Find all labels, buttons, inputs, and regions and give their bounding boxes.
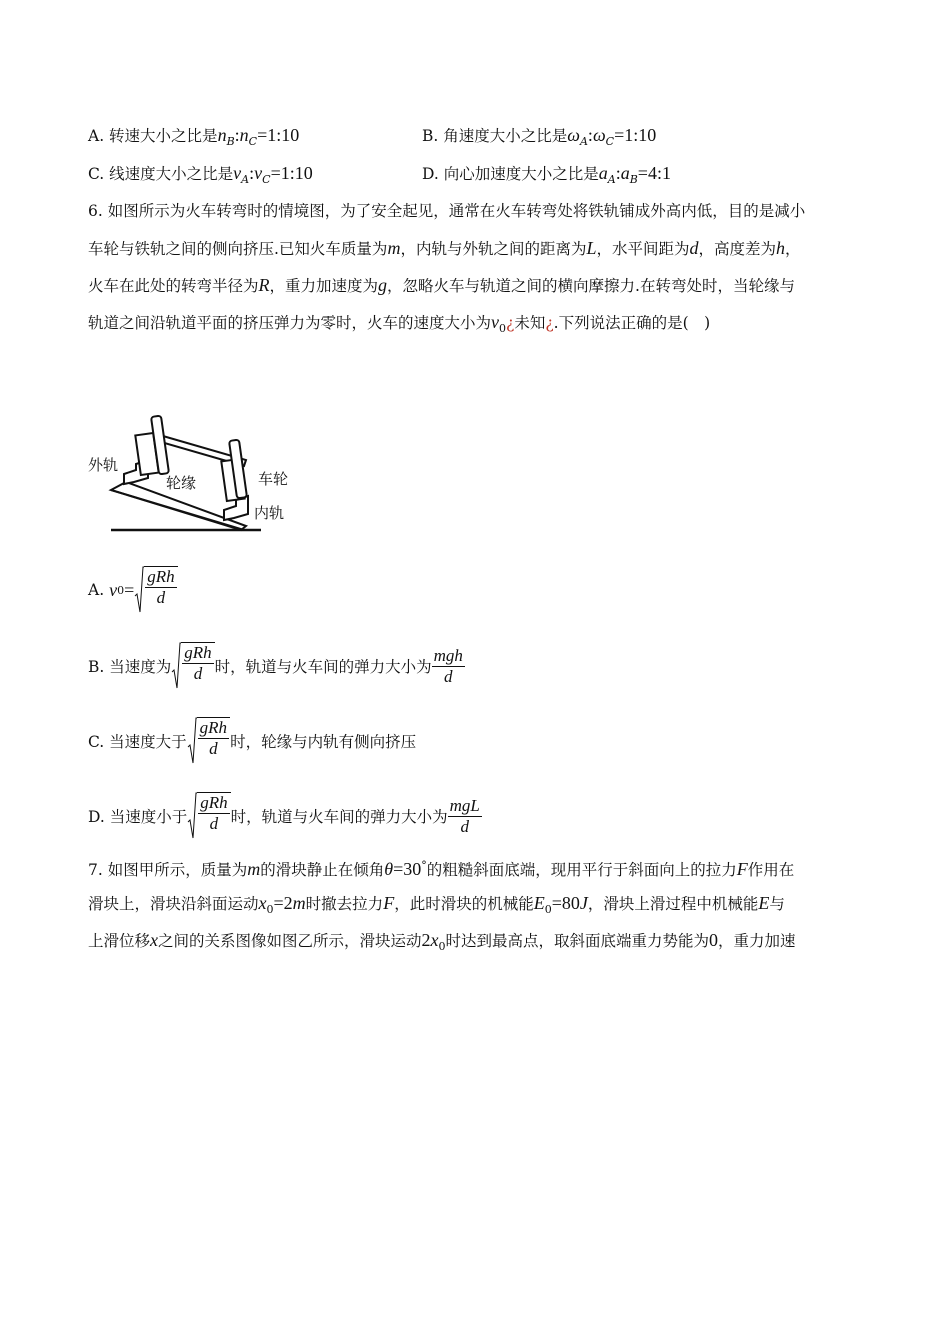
math-var: v bbox=[254, 163, 263, 183]
math-sub: 0 bbox=[544, 903, 552, 916]
text: 滑块上，滑块沿斜面运动 bbox=[88, 895, 259, 913]
math-var: F bbox=[383, 893, 395, 913]
label-flange: 轮缘 bbox=[166, 475, 197, 492]
math-var: x bbox=[150, 930, 159, 950]
denominator: d bbox=[193, 664, 203, 683]
math-unit: J bbox=[579, 893, 588, 913]
math-var: m bbox=[247, 859, 261, 879]
denominator: d bbox=[209, 739, 218, 758]
q7-line-3 bbox=[88, 929, 796, 958]
text: 轨道之间沿轨道平面的挤压弹力为零时，火车的速度大小为 bbox=[88, 314, 492, 332]
q5-option-a bbox=[88, 124, 299, 148]
math-sub: C bbox=[605, 135, 615, 148]
math-ratio: =1:10 bbox=[270, 163, 313, 183]
text: 时撤去拉力 bbox=[305, 895, 384, 913]
text: 车轮与铁轨之间的侧向挤压.已知火车质量为 bbox=[88, 240, 388, 258]
option-text: 时，轨道与火车间的弹力大小为 bbox=[230, 808, 448, 826]
math-sub: 0 bbox=[266, 903, 274, 916]
q6-line-4 bbox=[88, 311, 710, 340]
text: 未知 bbox=[514, 314, 546, 332]
q5-option-d bbox=[422, 162, 671, 186]
denominator: d bbox=[444, 666, 453, 686]
fraction bbox=[198, 793, 229, 834]
math-var: v bbox=[109, 579, 118, 600]
text: 的滑块静止在倾角 bbox=[260, 861, 385, 879]
text: ，重力加速 bbox=[718, 932, 796, 950]
option-label: A. bbox=[88, 581, 105, 599]
q6-option-a bbox=[88, 566, 178, 614]
math-sub: A bbox=[241, 173, 250, 186]
q6-line-2 bbox=[88, 237, 801, 260]
math-var: ω bbox=[567, 125, 580, 145]
option-b-text: B. 角速度大小之比是 bbox=[422, 127, 568, 145]
math-var: R bbox=[258, 275, 270, 295]
text: .下列说法正确的是( ) bbox=[553, 314, 711, 332]
math-unit: m bbox=[292, 893, 306, 913]
math-var: L bbox=[586, 238, 597, 258]
text: 7. 如图甲所示，质量为 bbox=[88, 861, 248, 879]
math-var: n bbox=[217, 125, 227, 145]
option-text: B. 当速度为 bbox=[88, 658, 172, 676]
math-sub: B bbox=[629, 173, 638, 186]
q7-line-2 bbox=[88, 892, 785, 921]
math-value: =30 bbox=[393, 859, 422, 879]
fraction bbox=[432, 646, 465, 687]
q6-option-c bbox=[88, 717, 416, 765]
numerator: gRh bbox=[200, 793, 228, 812]
text: ，滑块上滑过程中机械能 bbox=[587, 895, 759, 913]
text: 上滑位移 bbox=[88, 932, 151, 950]
text: 的粗糙斜面底端，现用平行于斜面向上的拉力 bbox=[426, 861, 737, 879]
label-outer-rail: 外轨 bbox=[88, 457, 119, 474]
math-value: 2 bbox=[421, 930, 431, 950]
math-colon: : bbox=[615, 163, 621, 183]
option-text: D. 当速度小于 bbox=[88, 808, 188, 826]
math-var: a bbox=[620, 163, 630, 183]
q6-line-3 bbox=[88, 274, 795, 297]
fraction bbox=[182, 643, 213, 684]
math-var: n bbox=[239, 125, 249, 145]
math-var: a bbox=[598, 163, 608, 183]
denominator: d bbox=[460, 816, 469, 836]
math-colon: : bbox=[249, 163, 255, 183]
math-eq: = bbox=[124, 579, 135, 600]
text: 6. 如图所示为火车转弯时的情境图，为了安全起见，通常在火车转弯处将铁轨铺成外高内低，目的是减小 bbox=[88, 202, 806, 220]
text: 与 bbox=[769, 895, 785, 913]
option-text: 时，轮缘与内轨有侧向挤压 bbox=[230, 733, 417, 751]
option-a-text: A. 转速大小之比是 bbox=[88, 127, 218, 145]
fraction bbox=[198, 718, 229, 759]
math-sub: A bbox=[579, 135, 588, 148]
text: 时达到最高点，取斜面底端重力势能为 bbox=[445, 932, 710, 950]
sqrt-expression bbox=[171, 642, 214, 690]
math-var: E bbox=[533, 893, 545, 913]
math-var: x bbox=[258, 893, 267, 913]
math-var: h bbox=[776, 238, 785, 258]
text: ，忽略火车与轨道之间的横向摩擦力.在转弯处时，当轮缘与 bbox=[387, 277, 795, 295]
math-sub: C bbox=[262, 173, 271, 186]
denominator: d bbox=[209, 814, 219, 833]
math-sub: 0 bbox=[438, 940, 446, 953]
text: 火车在此处的转弯半径为 bbox=[88, 277, 259, 295]
numerator: gRh bbox=[199, 718, 228, 737]
q6-line-1 bbox=[88, 200, 805, 222]
text: ， bbox=[785, 240, 801, 258]
text: ，此时滑块的机械能 bbox=[394, 895, 534, 913]
label-inner-rail: 内轨 bbox=[254, 505, 285, 522]
label-wheel: 车轮 bbox=[258, 471, 289, 488]
math-var: x bbox=[430, 930, 439, 950]
degree-symbol: ° bbox=[421, 859, 427, 872]
numerator: gRh bbox=[147, 567, 175, 586]
math-ratio: =1:10 bbox=[614, 125, 657, 145]
math-sub: B bbox=[226, 135, 235, 148]
math-sub: 0 bbox=[117, 583, 125, 597]
text: ，重力加速度为 bbox=[269, 277, 379, 295]
glitch-char: ¿ bbox=[506, 314, 515, 332]
q6-option-d bbox=[88, 792, 482, 840]
math-value: =80 bbox=[551, 893, 580, 913]
fraction bbox=[448, 796, 482, 837]
math-sub: C bbox=[248, 135, 258, 148]
train-track-figure bbox=[86, 408, 301, 536]
math-var: E bbox=[758, 893, 770, 913]
math-var: θ bbox=[384, 859, 394, 879]
text: 作用在 bbox=[747, 861, 795, 879]
q7-line-1 bbox=[88, 855, 794, 881]
sqrt-expression bbox=[187, 717, 230, 765]
denominator: d bbox=[156, 588, 166, 607]
numerator: mgL bbox=[449, 795, 480, 815]
q5-option-c bbox=[88, 162, 313, 186]
sqrt-expression bbox=[134, 566, 177, 614]
glitch-char: ¿ bbox=[545, 314, 554, 332]
math-sub: A bbox=[607, 173, 616, 186]
option-text: 时，轨道与火车间的弹力大小为 bbox=[214, 658, 432, 676]
q5-option-b bbox=[422, 124, 656, 148]
math-value: 0 bbox=[709, 930, 719, 950]
option-d-text: D. 向心加速度大小之比是 bbox=[422, 165, 599, 183]
math-value: =2 bbox=[273, 893, 293, 913]
q6-option-b bbox=[88, 642, 465, 690]
text: ，内轨与外轨之间的距离为 bbox=[400, 240, 587, 258]
text: ，水平间距为 bbox=[596, 240, 690, 258]
option-c-text: C. 线速度大小之比是 bbox=[88, 165, 234, 183]
text: ，高度差为 bbox=[698, 240, 776, 258]
numerator: mgh bbox=[433, 645, 463, 665]
math-var: v bbox=[491, 312, 500, 332]
sqrt-expression bbox=[187, 792, 230, 840]
math-sub: 0 bbox=[499, 322, 507, 335]
text: 之间的关系图像如图乙所示，滑块运动 bbox=[158, 932, 422, 950]
math-ratio: =4:1 bbox=[637, 163, 671, 183]
fraction bbox=[145, 567, 176, 608]
train-track-diagram bbox=[86, 408, 301, 536]
math-var: m bbox=[387, 238, 401, 258]
math-var: F bbox=[736, 859, 748, 879]
math-var: ω bbox=[592, 125, 606, 145]
option-text: C. 当速度大于 bbox=[88, 733, 187, 751]
math-var: d bbox=[689, 238, 699, 258]
math-colon: : bbox=[587, 125, 593, 145]
math-ratio: =1:10 bbox=[257, 125, 300, 145]
math-var: g bbox=[378, 275, 388, 295]
math-var: v bbox=[233, 163, 242, 183]
math-colon: : bbox=[234, 125, 240, 145]
numerator: gRh bbox=[184, 643, 212, 662]
